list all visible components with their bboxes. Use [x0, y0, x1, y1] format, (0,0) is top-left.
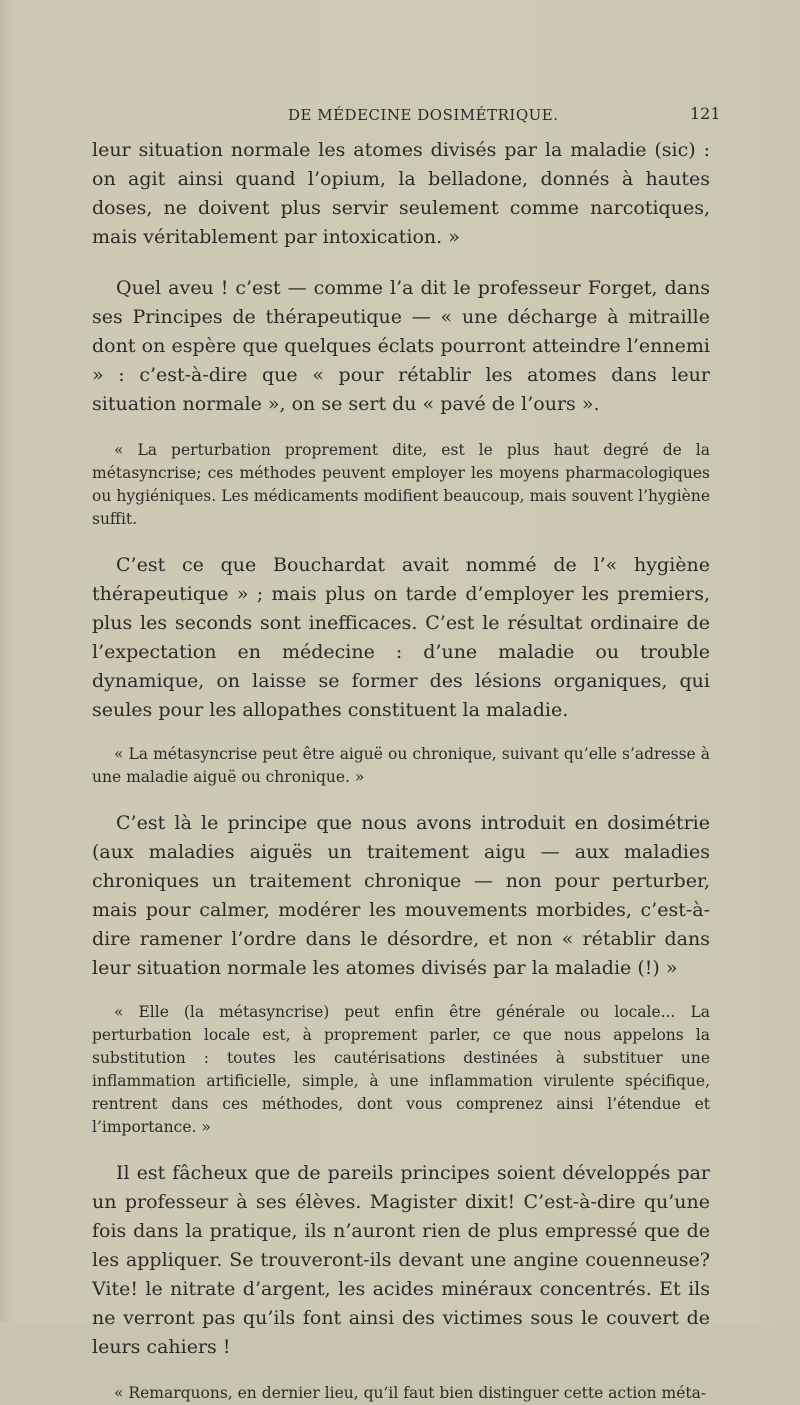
page-number: 121 — [690, 104, 721, 123]
quote-paragraph-3: « Elle (la métasyncrise) peut enfin être générale ou locale... La perturbation locale est, à proprement parler, ce que nous appelons la substitution : toutes les cautérisations destinées à substituer une inflammation artificielle, simple, à une inflammation virulente spécifique, rentrent dans ces méthodes, dont vous comprenez ainsi l’étendue et l’importance. » — [92, 1003, 710, 1136]
page-body — [92, 136, 710, 1405]
quote-paragraph-2: « La métasyncrise peut être aiguë ou chronique, suivant qu’elle s’adresse à une maladie aiguë ou chronique. » — [92, 745, 710, 786]
page-header — [0, 106, 800, 130]
paragraph-3: C’est ce que Bouchardat avait nommé de l’« hygiène thérapeutique » ; mais plus on tarde d’employer les premiers, plus les seconds sont inefficaces. C’est le résultat ordinaire de l’expectation en médecine : d’une maladie ou trouble dynamique, on laisse se former des lésions organiques, qui seules pour les allopathes constituent la maladie. — [92, 554, 710, 721]
running-title: DE MÉDECINE DOSIMÉTRIQUE. — [288, 106, 559, 124]
paragraph-5: Il est fâcheux que de pareils principes soient développés par un professeur à ses élèves. Magister dixit! C’est-à-dire qu’une fois dans la pratique, ils n’auront rien de plus empressé que de les appliquer. Se trouveront-ils devant une angine couenneuse? Vite! le nitrate d’argent, les acides minéraux concentrés. Et ils ne verront pas qu’ils font ainsi des victimes sous le couvert de leurs cahiers ! — [92, 1162, 710, 1358]
paragraph-2: Quel aveu ! c’est — comme l’a dit le professeur Forget, dans ses Principes de thérapeutique — « une décharge à mitraille dont on espère que quelques éclats pourront atteindre l’ennemi » : c’est-à-dire que « pour rétablir les atomes dans leur situation normale », on se sert du « pavé de l’ours ». — [92, 277, 710, 415]
paragraph-4: C’est là le principe que nous avons introduit en dosimétrie (aux maladies aiguës un traitement aigu — aux maladies chroniques un traitement chronique — non pour perturber, mais pour calmer, modérer les mouvements morbides, c’est-à-dire ramener l’ordre dans le désordre, et non « rétablir dans leur situation normale les atomes divisés par la maladie (!) » — [92, 812, 710, 979]
paragraph-1: leur situation normale les atomes divisés par la maladie (sic) : on agit ainsi quand l’opium, la belladone, donnés à hautes doses, ne doivent plus servir seulement comme narcotiques, mais véritablement par intoxication. » — [92, 139, 710, 248]
quote-paragraph-4: « Remarquons, en dernier lieu, qu’il faut bien distinguer cette action méta- — [114, 1384, 707, 1402]
quote-paragraph-1: « La perturbation proprement dite, est le plus haut degré de la métasyncrise; ces méthodes peuvent employer les moyens pharmacologiques ou hygiéniques. Les médicaments modifient beaucoup, mais souvent l’hygiène suffit. — [92, 441, 710, 528]
